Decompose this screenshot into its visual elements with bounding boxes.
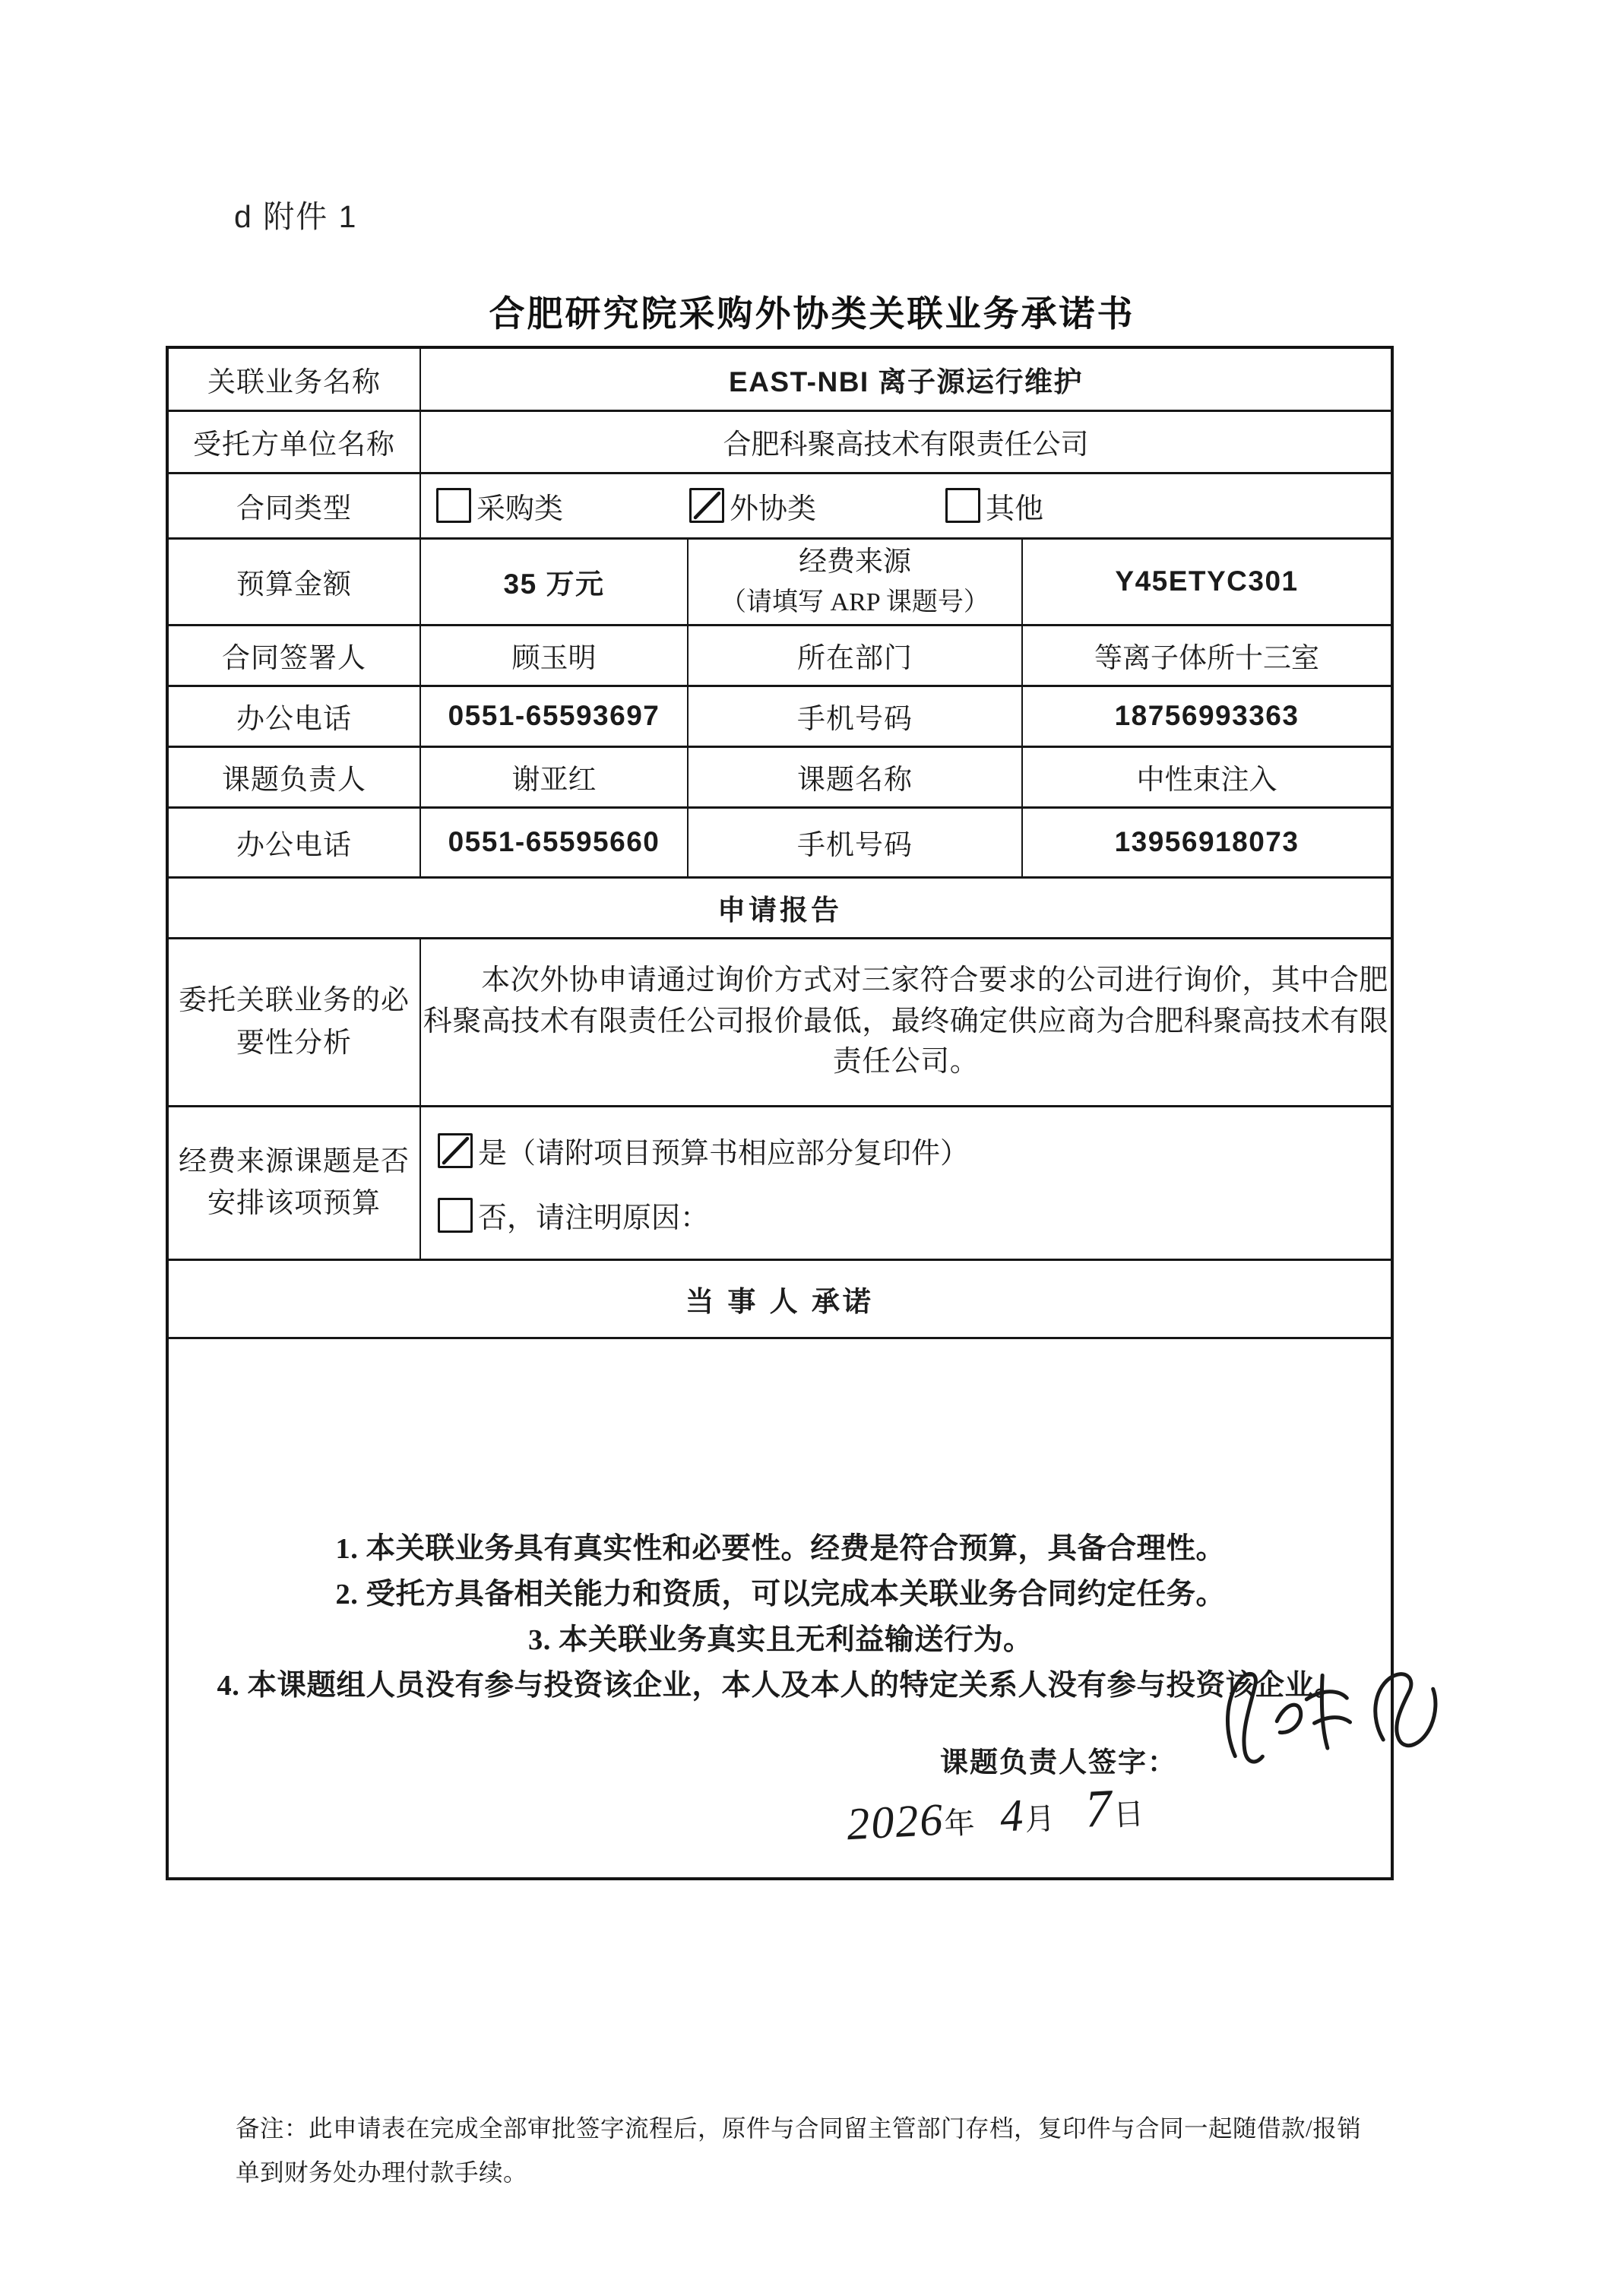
budget-no-checkbox[interactable] — [438, 1198, 473, 1233]
row-commitments — [167, 1338, 1392, 1879]
necessity-label-line1: 委托关联业务的必 — [179, 985, 410, 1016]
footer-note-line1: 备注：此申请表在完成全部审批签字流程后，原件与合同留主管部门存档，复印件与合同一起随借款/报销 — [236, 2115, 1362, 2142]
funding-source-line2: （请填写 ARP 课题号） — [720, 588, 989, 617]
option-budget-yes[interactable] — [438, 1129, 969, 1171]
pi-label: 课题负责人 — [167, 746, 420, 807]
budget-arranged-label-line1: 经费来源课题是否 — [179, 1145, 410, 1177]
contract-type-options — [421, 485, 1391, 527]
row-application-report-header — [167, 877, 1392, 938]
mobile2-label: 手机号码 — [688, 807, 1022, 877]
commitment-item: 3. 本关联业务真实且无利益输送行为。 — [528, 1623, 1034, 1656]
commitment-item: 2. 受托方具备相关能力和资质，可以完成本关联业务合同约定任务。 — [335, 1578, 1226, 1610]
date-day-suffix: 日 — [1113, 1796, 1145, 1832]
budget-value: 35 万元 — [420, 538, 688, 625]
option-outsourcing[interactable] — [689, 485, 816, 527]
row-necessity — [167, 938, 1392, 1106]
row-office-phone-2 — [167, 807, 1392, 877]
necessity-text-cell — [420, 938, 1392, 1106]
document-title: 合肥研究院采购外协类关联业务承诺书 — [489, 293, 1135, 334]
project-name-value: 中性束注入 — [1022, 746, 1392, 807]
commitment-item: 1. 本关联业务具有真实性和必要性。经费是符合预算，具备合理性。 — [335, 1532, 1226, 1565]
date-year: 2026 — [845, 1794, 945, 1850]
row-trustee-name — [167, 410, 1392, 473]
budget-arranged-label-line2: 安排该项预算 — [207, 1188, 381, 1219]
date-day: 7 — [1083, 1778, 1115, 1839]
mobile2-value: 13956918073 — [1022, 807, 1392, 877]
pi-signature-handwriting — [1205, 1642, 1449, 1791]
other-label: 其他 — [986, 492, 1044, 525]
department-label: 所在部门 — [688, 625, 1022, 686]
date-month: 4 — [999, 1790, 1026, 1842]
funding-source-value: Y45ETYC301 — [1022, 538, 1392, 625]
row-signer — [167, 625, 1392, 686]
budget-no-label: 否，请注明原因： — [478, 1202, 710, 1234]
signer-label: 合同签署人 — [167, 625, 420, 686]
budget-arranged-options — [421, 1129, 1391, 1236]
purchase-label: 采购类 — [476, 492, 564, 525]
row-budget — [167, 538, 1392, 625]
funding-source-line1: 经费来源 — [799, 546, 911, 578]
option-budget-no[interactable] — [438, 1194, 709, 1236]
office-phone1-label: 办公电话 — [167, 686, 420, 746]
footer-note — [236, 2107, 1410, 2195]
footer-note-line2: 单到财务处办理付款手续。 — [236, 2159, 528, 2186]
office-phone2-label: 办公电话 — [167, 807, 420, 877]
business-name-value: EAST-NBI 离子源运行维护 — [420, 347, 1392, 410]
row-budget-arranged — [167, 1106, 1392, 1259]
budget-yes-label: 是（请附项目预算书相应部分复印件） — [478, 1138, 970, 1170]
contract-type-label: 合同类型 — [167, 473, 420, 538]
necessity-label-line2: 要性分析 — [236, 1027, 352, 1059]
outsourcing-label: 外协类 — [730, 492, 817, 525]
row-contract-type — [167, 473, 1392, 538]
pi-value: 谢亚红 — [420, 746, 688, 807]
option-purchase[interactable] — [436, 485, 563, 527]
budget-yes-checkbox[interactable] — [438, 1133, 473, 1168]
necessity-label — [167, 938, 420, 1106]
date-year-suffix: 年 — [943, 1805, 976, 1842]
row-office-phone-1 — [167, 686, 1392, 746]
row-business-name — [167, 347, 1392, 410]
funding-source-label — [688, 538, 1022, 625]
row-pi — [167, 746, 1392, 807]
department-value: 等离子体所十三室 — [1022, 625, 1392, 686]
budget-arranged-label — [167, 1106, 420, 1259]
row-commitment-header — [167, 1259, 1392, 1338]
purchase-checkbox[interactable] — [436, 488, 471, 523]
signer-value: 顾玉明 — [420, 625, 688, 686]
date-month-suffix: 月 — [1024, 1801, 1056, 1837]
necessity-paragraph: 本次外协申请通过询价方式对三家符合要求的公司进行询价，其中合肥科聚高技术有限责任公司报价最低，最终确定供应商为合肥科聚高技术有限责任公司。 — [423, 964, 1389, 1078]
pi-signature-label: 课题负责人签字： — [940, 1747, 1177, 1778]
commitment-form-table — [166, 346, 1394, 1880]
attachment-label: d 附件 1 — [234, 199, 358, 234]
application-report-header: 申请报告 — [167, 877, 1392, 938]
business-name-label: 关联业务名称 — [167, 347, 420, 410]
mobile1-value: 18756993363 — [1022, 686, 1392, 746]
budget-label: 预算金额 — [167, 538, 420, 625]
commitment-header: 当 事 人 承诺 — [167, 1259, 1392, 1338]
check-mark-icon — [437, 1132, 473, 1169]
office-phone2-value: 0551-65595660 — [420, 807, 688, 877]
trustee-name-value: 合肥科聚高技术有限责任公司 — [420, 410, 1392, 473]
office-phone1-value: 0551-65593697 — [420, 686, 688, 746]
trustee-name-label: 受托方单位名称 — [167, 410, 420, 473]
commitments-cell — [167, 1338, 1392, 1879]
option-other[interactable] — [945, 485, 1043, 527]
commitment-item: 4. 本课题组人员没有参与投资该企业，本人及本人的特定关系人没有参与投资该企业。 — [217, 1669, 1344, 1702]
mobile1-label: 手机号码 — [688, 686, 1022, 746]
project-name-label: 课题名称 — [688, 746, 1022, 807]
check-mark-icon — [689, 487, 725, 524]
outsourcing-checkbox[interactable] — [689, 488, 724, 523]
other-checkbox[interactable] — [945, 488, 980, 523]
